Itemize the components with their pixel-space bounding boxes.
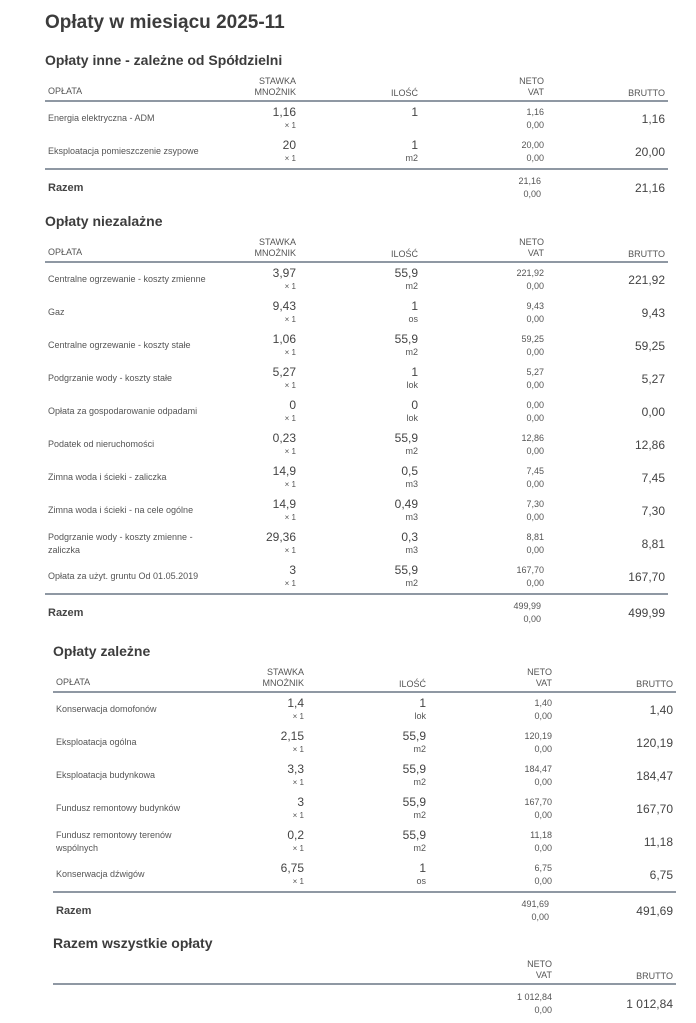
fee-rate: 3 × 1 (292, 795, 304, 820)
fee-quantity: 1 os (408, 299, 418, 324)
fee-section (45, 213, 668, 631)
table-row (45, 102, 668, 135)
fee-quantity: 0,3 m3 (401, 530, 418, 555)
fee-name: Zimna woda i ścieki - zaliczka (48, 472, 167, 482)
table-row (53, 759, 676, 792)
table-row (45, 296, 668, 329)
fee-name: Gaz (48, 307, 65, 317)
table-header (53, 663, 676, 693)
fee-section (45, 52, 668, 206)
fee-brutto: 184,47 (636, 768, 673, 783)
total-neto-vat: 21,16 0,00 (518, 176, 541, 199)
fee-brutto: 8,81 (641, 536, 665, 551)
fee-quantity: 55,9 m2 (394, 563, 418, 588)
fee-brutto: 1,16 (641, 111, 665, 126)
fee-quantity: 1 lok (414, 696, 426, 721)
fee-brutto: 9,43 (641, 305, 665, 320)
section-total-row (45, 168, 668, 206)
table-header (45, 233, 668, 263)
grand-total-neto-vat: 1 012,84 0,00 (516, 992, 552, 1015)
fee-quantity: 55,9 m2 (394, 332, 418, 357)
fee-brutto: 0,00 (641, 404, 665, 419)
header-stawka-mnoznik: STAWKA MNOŻNIK (262, 667, 304, 688)
fee-section (53, 643, 676, 929)
header-ilosc: ILOŚĆ (390, 249, 418, 259)
section-title: Opłaty inne - zależne od Spółdzielni (45, 52, 283, 68)
table-row (45, 395, 668, 428)
table-row (53, 726, 676, 759)
table-row (45, 135, 668, 168)
fee-rate: 9,43 × 1 (272, 299, 296, 324)
header-brutto: BRUTTO (628, 249, 665, 259)
fee-quantity: 55,9 m2 (394, 266, 418, 291)
fee-name: Konserwacja domofonów (56, 704, 157, 714)
total-neto-vat: 499,99 0,00 (513, 601, 541, 624)
fee-name: Podatek od nieruchomości (48, 439, 155, 449)
fee-name: Zimna woda i ścieki - na cele ogólne (48, 505, 194, 515)
fee-brutto: 167,70 (636, 801, 673, 816)
fee-neto-vat: 7,30 0,00 (526, 498, 544, 522)
fee-rate: 3,3 × 1 (287, 762, 304, 787)
fee-quantity: 0,5 m3 (401, 464, 418, 489)
fee-rate: 0 × 1 (284, 398, 296, 423)
fee-neto-vat: 167,70 0,00 (516, 564, 544, 588)
fee-name: Centralne ogrzewanie - koszty stałe (48, 340, 191, 350)
section-title: Opłaty niezalażne (45, 213, 163, 229)
fee-quantity: 0,49 m3 (394, 497, 418, 522)
table-row (53, 693, 676, 726)
fee-name: Eksploatacja pomieszczenie zsypowe (48, 146, 199, 156)
fee-quantity: 55,9 m2 (402, 762, 426, 787)
fee-brutto: 5,27 (641, 371, 665, 386)
fee-rate: 2,15 × 1 (280, 729, 304, 754)
fee-brutto: 20,00 (634, 144, 665, 159)
fee-name: Opłata za gospodarowanie odpadami (48, 406, 198, 416)
fee-name: Podgrzanie wody - koszty stałe (48, 373, 173, 383)
table-header (45, 72, 668, 102)
header-brutto: BRUTTO (636, 971, 673, 981)
fee-neto-vat: 11,18 0,00 (530, 829, 552, 853)
fee-quantity: 1 (411, 105, 418, 119)
fee-neto-vat: 120,19 0,00 (524, 730, 552, 754)
fee-name: Konserwacja dźwigów (56, 869, 145, 879)
section-total-row (45, 593, 668, 631)
fee-rate: 6,75 × 1 (280, 861, 304, 886)
fee-neto-vat: 7,45 0,00 (526, 465, 544, 489)
page-title: Opłaty w miesiącu 2025-11 (45, 12, 285, 33)
fee-brutto: 221,92 (628, 272, 665, 287)
fee-rate: 14,9 × 1 (272, 464, 296, 489)
fee-neto-vat: 184,47 0,00 (524, 763, 552, 787)
fee-brutto: 7,45 (641, 470, 665, 485)
grand-total-row (53, 985, 676, 1023)
fee-brutto: 1,40 (649, 702, 673, 717)
table-row (45, 560, 668, 593)
table-row (45, 428, 668, 461)
table-row (53, 825, 676, 858)
fee-name: Podgrzanie wody - koszty zmienne - zaliczka (48, 531, 193, 555)
header-neto-vat: NETO VAT (519, 237, 544, 258)
table-row (45, 362, 668, 395)
header-oplata: OPŁATA (48, 247, 83, 257)
header-stawka-mnoznik: STAWKA MNOŻNIK (254, 76, 296, 97)
fee-name: Eksploatacja budynkowa (56, 770, 156, 780)
fee-neto-vat: 12,86 0,00 (521, 432, 544, 456)
fee-rate: 5,27 × 1 (272, 365, 296, 390)
total-label: Razem (48, 181, 84, 194)
fee-neto-vat: 8,81 0,00 (526, 531, 544, 555)
fee-rate: 0,23 × 1 (272, 431, 296, 456)
header-ilosc: ILOŚĆ (398, 679, 426, 689)
fee-quantity: 1 os (416, 861, 426, 886)
section-total-row (53, 891, 676, 929)
fee-rate: 1,4 × 1 (287, 696, 304, 721)
table-row (45, 329, 668, 362)
table-row (53, 858, 676, 891)
fee-rate: 3 × 1 (284, 563, 296, 588)
fee-neto-vat: 1,16 0,00 (526, 106, 544, 130)
fee-name: Opłata za użyt. gruntu Od 01.05.2019 (48, 571, 199, 581)
table-row (45, 494, 668, 527)
total-label: Razem (56, 904, 92, 917)
section-title: Razem wszystkie opłaty (53, 935, 213, 951)
fee-brutto: 12,86 (634, 437, 665, 452)
fee-neto-vat: 221,92 0,00 (516, 267, 544, 291)
fee-neto-vat: 20,00 0,00 (521, 139, 544, 163)
header-oplata: OPŁATA (56, 677, 91, 687)
fee-brutto: 11,18 (643, 834, 673, 849)
fee-rate: 0,2 × 1 (287, 828, 304, 853)
fee-rate: 14,9 × 1 (272, 497, 296, 522)
header-neto-vat: NETO VAT (519, 76, 544, 97)
grand-total-section (53, 935, 676, 1023)
total-neto-vat: 491,69 0,00 (521, 899, 549, 922)
grand-total-brutto: 1 012,84 (626, 997, 673, 1011)
fee-quantity: 55,9 m2 (402, 729, 426, 754)
table-row (45, 263, 668, 296)
table-row (53, 792, 676, 825)
total-brutto: 499,99 (628, 606, 665, 620)
fee-quantity: 55,9 m2 (394, 431, 418, 456)
header-brutto: BRUTTO (628, 88, 665, 98)
fee-name: Eksploatacja ogólna (56, 737, 137, 747)
fee-rate: 3,97 × 1 (272, 266, 296, 291)
fee-rate: 1,16 × 1 (272, 105, 296, 130)
fee-brutto: 120,19 (636, 735, 673, 750)
fee-name: Centralne ogrzewanie - koszty zmienne (48, 274, 206, 284)
table-row (45, 461, 668, 494)
fee-brutto: 59,25 (634, 338, 665, 353)
fee-neto-vat: 6,75 0,00 (534, 862, 552, 886)
fee-quantity: 55,9 m2 (402, 795, 426, 820)
table-header (53, 955, 676, 985)
fee-brutto: 7,30 (641, 503, 665, 518)
fee-quantity: 0 lok (406, 398, 418, 423)
header-oplata: OPŁATA (48, 86, 83, 96)
fee-name: Fundusz remontowy budynków (56, 803, 181, 813)
fee-rate: 29,36 × 1 (265, 530, 296, 555)
fee-brutto: 6,75 (649, 867, 673, 882)
fee-name: Fundusz remontowy terenów wspólnych (56, 829, 172, 853)
fee-neto-vat: 5,27 0,00 (526, 366, 544, 390)
fee-neto-vat: 9,43 0,00 (526, 300, 544, 324)
total-brutto: 21,16 (634, 181, 665, 195)
fee-rate: 1,06 × 1 (272, 332, 296, 357)
header-stawka-mnoznik: STAWKA MNOŻNIK (254, 237, 296, 258)
section-title: Opłaty zależne (53, 643, 151, 659)
fee-name: Energia elektryczna - ADM (48, 113, 155, 123)
header-neto-vat: NETO VAT (527, 667, 552, 688)
fee-rate: 20 × 1 (282, 138, 296, 163)
header-brutto: BRUTTO (636, 679, 673, 689)
header-ilosc: ILOŚĆ (390, 88, 418, 98)
fee-quantity: 1 m2 (405, 138, 418, 163)
fee-brutto: 167,70 (628, 569, 665, 584)
fee-neto-vat: 0,00 0,00 (526, 399, 544, 423)
fee-neto-vat: 1,40 0,00 (534, 697, 552, 721)
fee-quantity: 1 lok (406, 365, 418, 390)
table-row (45, 527, 668, 560)
fee-neto-vat: 167,70 0,00 (524, 796, 552, 820)
header-neto-vat: NETO VAT (527, 959, 552, 980)
fee-quantity: 55,9 m2 (402, 828, 426, 853)
fee-neto-vat: 59,25 0,00 (521, 333, 544, 357)
total-brutto: 491,69 (636, 904, 673, 918)
total-label: Razem (48, 606, 84, 619)
